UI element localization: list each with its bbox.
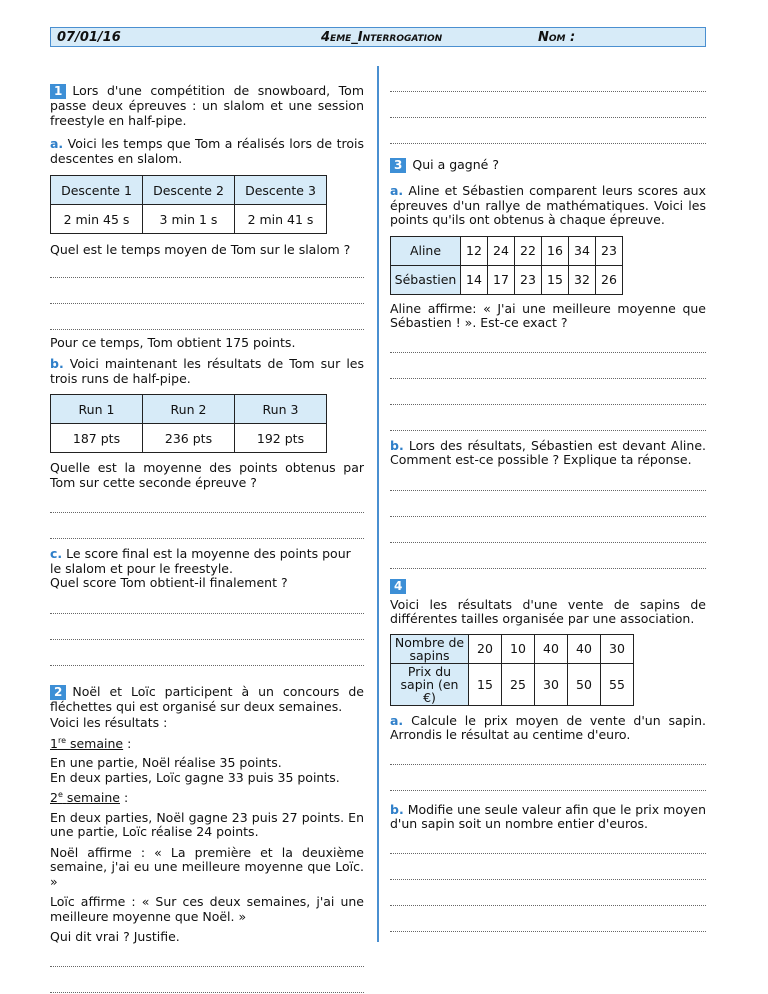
left-column	[50, 84, 364, 993]
ex1-a-question: Quel est le temps moyen de Tom sur le slalom ?	[50, 242, 351, 257]
score-cell: 15	[542, 265, 569, 294]
ex2-results-label: Voici les résultats :	[50, 715, 168, 730]
answer-line[interactable]	[50, 290, 364, 304]
ex2-week1-label: 1re semaine :	[50, 735, 132, 751]
answer-line[interactable]	[50, 652, 364, 666]
ex3-title: 3 Qui a gagné ?	[390, 158, 706, 173]
ex2-intro: 2 Noël et Loïc participent à un concours de fléchettes qui est organisé sur deux semaines.	[50, 683, 364, 714]
answer-line[interactable]	[50, 499, 364, 513]
answer-line[interactable]	[390, 130, 706, 144]
ex2-week1-line1: En une partie, Noël réalise 35 points.	[50, 755, 282, 771]
score-cell: 12	[461, 236, 488, 265]
slalom-value: 3 min 1 s	[143, 205, 235, 234]
sapins-price-cell: 25	[502, 663, 535, 705]
ex2-number: 2	[50, 685, 66, 700]
ex1-intro: 1 Lors d'une compétition de snowboard, Tom passe deux épreuves : un slalom et une session freestyle en half-pipe.	[50, 83, 364, 128]
answer-line[interactable]	[390, 918, 706, 932]
right-column	[390, 84, 706, 932]
score-cell: 32	[569, 265, 596, 294]
run-value: 192 pts	[235, 424, 327, 453]
answer-line[interactable]	[50, 600, 364, 614]
answer-line[interactable]	[390, 365, 706, 379]
answer-line[interactable]	[390, 866, 706, 880]
ex2-question: Qui dit vrai ? Justifie.	[50, 929, 180, 945]
ex2-loic-claim: Loïc affirme : « Sur ces deux semaines, j'ai une meilleure moyenne que Noël. »	[50, 894, 364, 924]
page-header	[50, 27, 706, 47]
score-cell: 17	[488, 265, 515, 294]
answer-line[interactable]	[50, 525, 364, 539]
run-header: Run 2	[143, 395, 235, 424]
column-divider	[377, 66, 379, 942]
sapins-count-cell: 40	[568, 634, 601, 663]
ex1-c-question: Quel score Tom obtient-il finalement ?	[50, 575, 288, 590]
score-cell: 23	[596, 236, 623, 265]
slalom-value: 2 min 45 s	[51, 205, 143, 234]
ex1-b-text: b. Voici maintenant les résultats de Tom sur les trois runs de half-pipe.	[50, 356, 364, 386]
answer-line[interactable]	[390, 104, 706, 118]
sapins-table	[390, 634, 634, 706]
score-cell: 24	[488, 236, 515, 265]
answer-line[interactable]	[390, 477, 706, 491]
ex1-a-points: Pour ce temps, Tom obtient 175 points.	[50, 334, 296, 350]
header-title: 4eme_Interrogation	[321, 30, 443, 45]
score-cell: 23	[515, 265, 542, 294]
sapins-row-label: Prix du sapin (en €)	[391, 663, 469, 705]
ex2-noel-claim: Noël affirme : « La première et la deuxième semaine, j'ai eu une meilleure moyenne que Loïc. »	[50, 844, 364, 889]
ex2-week2-text: En deux parties, Noël gagne 23 puis 27 points. En une partie, Loïc réalise 24 points.	[50, 809, 364, 840]
sapins-count-cell: 20	[469, 634, 502, 663]
scores-row-label: Sébastien	[391, 265, 461, 294]
header-name-label: Nom :	[538, 30, 576, 45]
ex3-a-text: a. Aline et Sébastien comparent leurs scores aux épreuves d'un rallye de mathématiques. Voici les points qu'ils ont obtenus à chaque épreuve.	[390, 183, 706, 227]
sapins-count-cell: 40	[535, 634, 568, 663]
ex4-number: 4	[390, 579, 406, 594]
answer-line[interactable]	[390, 777, 706, 791]
answer-line[interactable]	[50, 626, 364, 640]
ex4-b-text: b. Modifie une seule valeur afin que le prix moyen d'un sapin soit un nombre entier d'euros.	[390, 801, 706, 831]
score-cell: 34	[569, 236, 596, 265]
sapins-price-cell: 15	[469, 663, 502, 705]
ex4-heading	[390, 579, 706, 594]
ex3-claim: Aline affirme: « J'ai une meilleure moyenne que Sébastien ! ». Est-ce exact ?	[390, 300, 706, 330]
ex1-c-text: c. Le score final est la moyenne des points pour le slalom et pour le freestyle.	[50, 546, 351, 576]
ex4-a-text: a. Calcule le prix moyen de vente d'un sapin. Arrondis le résultat au centime d'euro.	[390, 712, 706, 742]
run-value: 187 pts	[51, 424, 143, 453]
ex3-number: 3	[390, 158, 406, 173]
slalom-header: Descente 2	[143, 176, 235, 205]
slalom-header: Descente 1	[51, 176, 143, 205]
ex2-week1-line2: En deux parties, Loïc gagne 33 puis 35 points.	[50, 769, 340, 785]
sapins-price-cell: 55	[601, 663, 634, 705]
answer-line[interactable]	[390, 892, 706, 906]
sapins-price-cell: 30	[535, 663, 568, 705]
answer-line[interactable]	[50, 264, 364, 278]
ex1-number: 1	[50, 84, 66, 99]
run-header: Run 1	[51, 395, 143, 424]
answer-line[interactable]	[390, 391, 706, 405]
ex4-intro: Voici les résultats d'une vente de sapins de différentes tailles organisée par une association.	[390, 596, 706, 626]
ex2-week2-label: 2e semaine :	[50, 790, 129, 806]
sapins-row-label: Nombre de sapins	[391, 634, 469, 663]
sapins-count-cell: 10	[502, 634, 535, 663]
answer-line[interactable]	[390, 417, 706, 431]
slalom-header: Descente 3	[235, 176, 327, 205]
ex3-b-text: b. Lors des résultats, Sébastien est devant Aline. Comment est-ce possible ? Explique ta réponse.	[390, 437, 706, 467]
score-cell: 14	[461, 265, 488, 294]
answer-line[interactable]	[50, 953, 364, 967]
score-cell: 26	[596, 265, 623, 294]
slalom-table	[50, 175, 327, 234]
sapins-price-cell: 50	[568, 663, 601, 705]
sapins-count-cell: 30	[601, 634, 634, 663]
answer-line[interactable]	[50, 979, 364, 993]
ex1-b-question: Quelle est la moyenne des points obtenus par Tom sur cette seconde épreuve ?	[50, 460, 364, 490]
header-date: 07/01/16	[57, 30, 121, 45]
answer-line[interactable]	[390, 529, 706, 543]
run-header: Run 3	[235, 395, 327, 424]
answer-line[interactable]	[390, 503, 706, 517]
answer-line[interactable]	[390, 840, 706, 854]
score-cell: 16	[542, 236, 569, 265]
scores-row-label: Aline	[391, 236, 461, 265]
answer-line[interactable]	[390, 555, 706, 569]
answer-line[interactable]	[50, 316, 364, 330]
slalom-value: 2 min 41 s	[235, 205, 327, 234]
ex1-a-text: a. Voici les temps que Tom a réalisés lors de trois descentes en slalom.	[50, 136, 364, 166]
score-cell: 22	[515, 236, 542, 265]
scores-table	[390, 236, 623, 295]
answer-line[interactable]	[390, 339, 706, 353]
halfpipe-table	[50, 394, 327, 453]
answer-line[interactable]	[390, 751, 706, 765]
run-value: 236 pts	[143, 424, 235, 453]
answer-line[interactable]	[390, 78, 706, 92]
